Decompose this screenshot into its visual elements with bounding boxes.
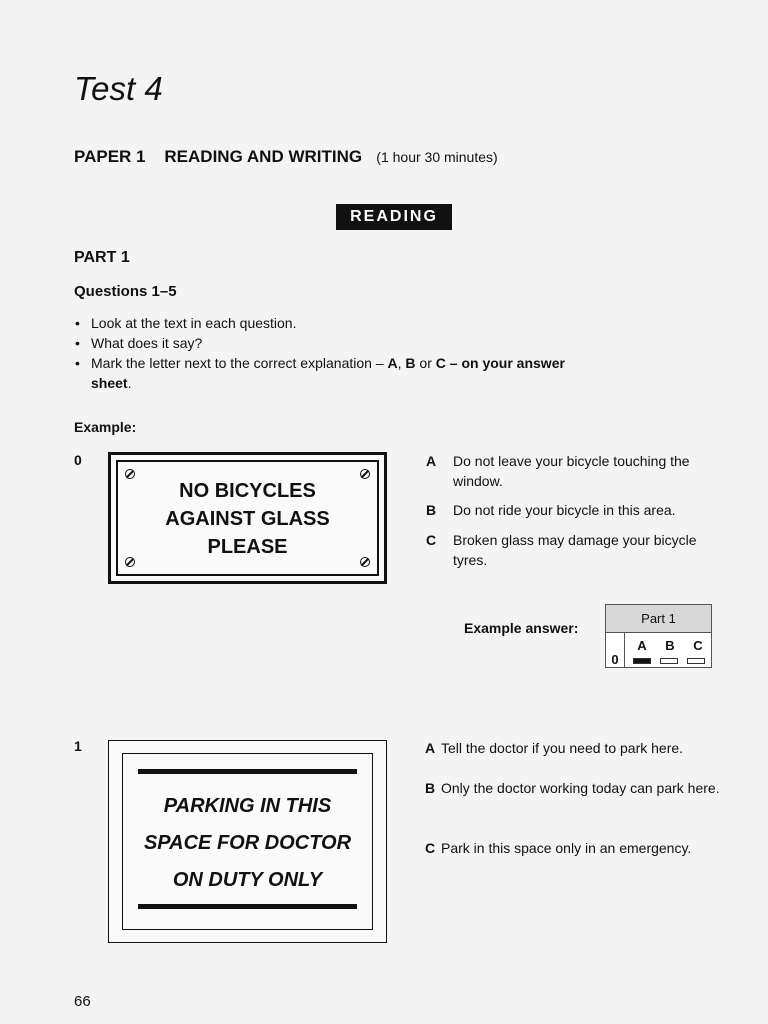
sign-bar bbox=[138, 904, 357, 909]
sign-line: ON DUTY ONLY bbox=[172, 869, 323, 891]
sign-line: NO BICYCLES bbox=[179, 480, 316, 502]
paper-name: READING AND WRITING bbox=[164, 147, 363, 166]
option-c bbox=[425, 838, 725, 878]
answer-letter: A bbox=[637, 638, 647, 653]
option-text: Broken glass may damage your bicycle tyres. bbox=[453, 532, 697, 568]
test-title: Test 4 bbox=[74, 70, 163, 107]
sign-text bbox=[123, 788, 372, 899]
instruction-item: • Look at the text in each question. bbox=[74, 313, 594, 333]
example-sign bbox=[108, 452, 387, 584]
option-letter: A bbox=[425, 740, 436, 756]
instruction-letter-a: A bbox=[387, 355, 398, 371]
example-label: Example: bbox=[74, 419, 137, 435]
answer-mark bbox=[687, 658, 705, 664]
sign-line: AGAINST GLASS bbox=[165, 508, 330, 530]
instruction-emphasis: – on your answer sheet bbox=[91, 355, 565, 391]
sign-frame bbox=[122, 753, 373, 930]
instruction-text: Mark the letter next to the correct explanation – bbox=[91, 355, 388, 371]
option-c bbox=[426, 530, 726, 570]
instruction-text: , bbox=[397, 355, 406, 371]
option-letter: C bbox=[425, 840, 436, 856]
answer-letters bbox=[632, 638, 708, 653]
instruction-item bbox=[74, 353, 594, 393]
sign-line: PLEASE bbox=[207, 536, 288, 558]
paper-heading bbox=[74, 147, 498, 167]
question-number: 0 bbox=[74, 452, 82, 468]
answer-mark bbox=[660, 658, 678, 664]
answer-row-number: 0 bbox=[606, 633, 625, 667]
option-letter: C bbox=[426, 532, 437, 548]
instruction-item: • What does it say? bbox=[74, 333, 594, 353]
sign-text bbox=[111, 477, 384, 561]
option-b bbox=[425, 778, 725, 818]
answer-letter: C bbox=[693, 638, 703, 653]
instruction-text: . bbox=[127, 375, 132, 391]
question1-sign bbox=[108, 740, 387, 943]
question-number: 1 bbox=[74, 738, 82, 754]
paper-number: PAPER 1 bbox=[74, 147, 146, 166]
option-text: Park in this space only in an emergency. bbox=[441, 840, 692, 856]
instruction-letter-b: B bbox=[405, 355, 416, 371]
section-badge: READING bbox=[336, 204, 452, 230]
answer-sheet-sample bbox=[605, 604, 712, 668]
instruction-letter-c: C bbox=[435, 355, 446, 371]
option-text: Tell the doctor if you need to park here. bbox=[441, 740, 684, 756]
option-letter: B bbox=[425, 780, 436, 796]
option-a bbox=[426, 451, 726, 491]
option-a bbox=[425, 738, 725, 758]
part-heading: PART 1 bbox=[74, 249, 130, 266]
option-letter: B bbox=[426, 502, 437, 518]
answer-mark bbox=[633, 658, 651, 664]
option-b bbox=[426, 500, 726, 520]
answer-letter: B bbox=[665, 638, 675, 653]
option-text: Do not ride your bicycle in this area. bbox=[453, 502, 676, 518]
paper-duration: (1 hour 30 minutes) bbox=[376, 149, 498, 165]
page-number: 66 bbox=[74, 993, 91, 1010]
option-text: Do not leave your bicycle touching the window. bbox=[453, 453, 690, 489]
option-letter: A bbox=[426, 453, 437, 469]
instructions-list bbox=[74, 313, 594, 393]
answer-sheet-header: Part 1 bbox=[606, 605, 711, 633]
option-text: Only the doctor working today can park here. bbox=[441, 780, 720, 796]
questions-heading: Questions 1–5 bbox=[74, 283, 177, 300]
sign-bar bbox=[138, 769, 357, 774]
sign-line: SPACE FOR DOCTOR bbox=[143, 832, 352, 854]
example-answer-label: Example answer: bbox=[464, 620, 579, 636]
sign-line: PARKING IN THIS bbox=[163, 795, 332, 817]
instruction-text: or bbox=[415, 355, 436, 371]
